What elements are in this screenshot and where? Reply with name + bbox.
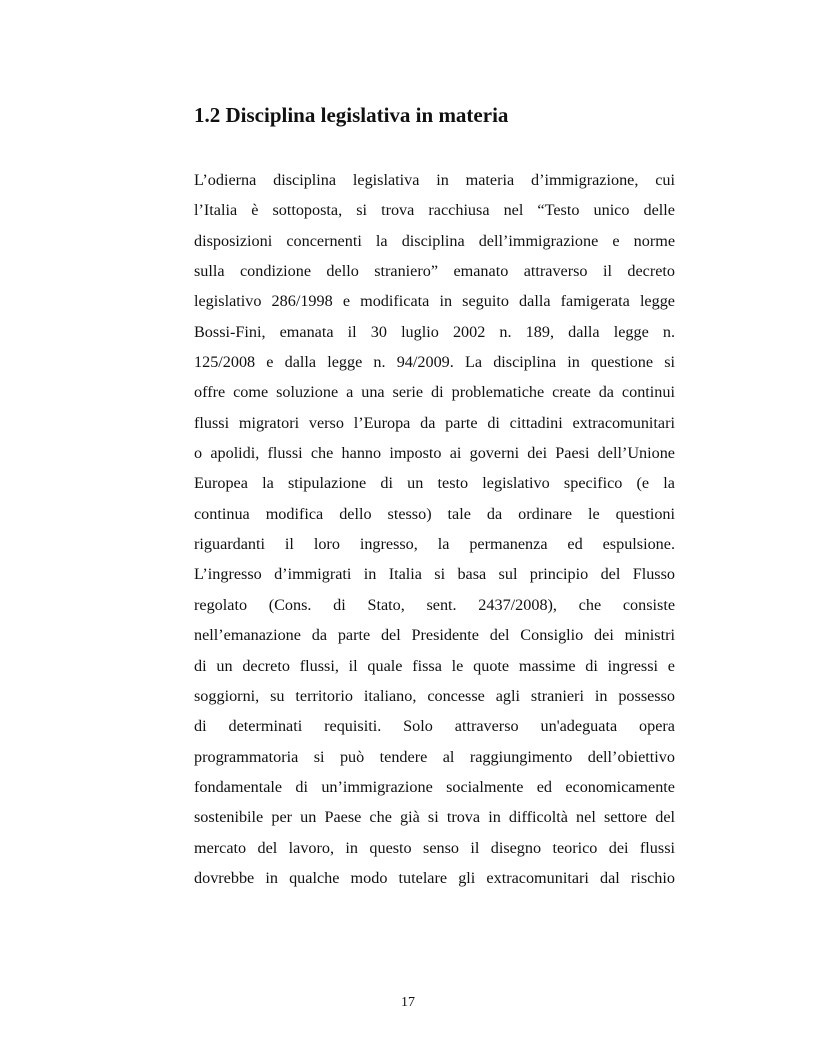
paragraph-line: soggiorni, su territorio italiano, concesse agli stranieri in possesso [194, 686, 675, 705]
paragraph-line: flussi migratori verso l’Europa da parte di cittadini extracomunitari [194, 413, 675, 432]
paragraph-line: dovrebbe in qualche modo tutelare gli extracomunitari dal rischio [194, 868, 675, 887]
section-title: 1.2 Disciplina legislativa in materia [194, 103, 509, 127]
paragraph-line: disposizioni concernenti la disciplina dell’immigrazione e norme [194, 231, 675, 250]
paragraph-line: o apolidi, flussi che hanno imposto ai governi dei Paesi dell’Unione [194, 444, 675, 463]
paragraph-line: riguardanti il loro ingresso, la permanenza ed espulsione. [194, 535, 675, 554]
paragraph-line: 125/2008 e dalla legge n. 94/2009. La disciplina in questione si [194, 353, 675, 372]
paragraph-line: programmatoria si può tendere al raggiungimento dell’obiettivo [194, 747, 675, 766]
paragraph-line: Europea la stipulazione di un testo legislativo specifico (e la [194, 474, 675, 493]
paragraph-line: di un decreto flussi, il quale fissa le quote massime di ingressi e [194, 656, 675, 675]
paragraph-line: L’ingresso d’immigrati in Italia si basa sul principio del Flusso [194, 565, 675, 584]
paragraph-line: legislativo 286/1998 e modificata in seguito dalla famigerata legge [194, 292, 675, 311]
paragraph-line: regolato (Cons. di Stato, sent. 2437/2008), che consiste [194, 595, 675, 614]
paragraph-line: fondamentale di un’immigrazione socialmente ed economicamente [194, 777, 675, 796]
paragraph-line: l’Italia è sottoposta, si trova racchiusa nel “Testo unico delle [194, 201, 675, 220]
paragraph-line: mercato del lavoro, in questo senso il disegno teorico dei flussi [194, 838, 675, 857]
body-paragraph [194, 165, 675, 893]
paragraph-line: nell’emanazione da parte del Presidente del Consiglio dei ministri [194, 626, 675, 645]
paragraph-line: di determinati requisiti. Solo attraverso un'adeguata opera [194, 717, 675, 736]
paragraph-line: sulla condizione dello straniero” emanato attraverso il decreto [194, 262, 675, 281]
paragraph-line: continua modifica dello stesso) tale da ordinare le questioni [194, 504, 675, 523]
paragraph-line: L’odierna disciplina legislativa in materia d’immigrazione, cui [194, 171, 675, 189]
paragraph-line: Bossi-Fini, emanata il 30 luglio 2002 n. 189, dalla legge n. [194, 322, 675, 341]
paragraph-line: sostenibile per un Paese che già si trova in difficoltà nel settore del [194, 808, 675, 827]
page-number: 17 [401, 995, 415, 1010]
paragraph-line: offre come soluzione a una serie di problematiche create da continui [194, 383, 675, 402]
